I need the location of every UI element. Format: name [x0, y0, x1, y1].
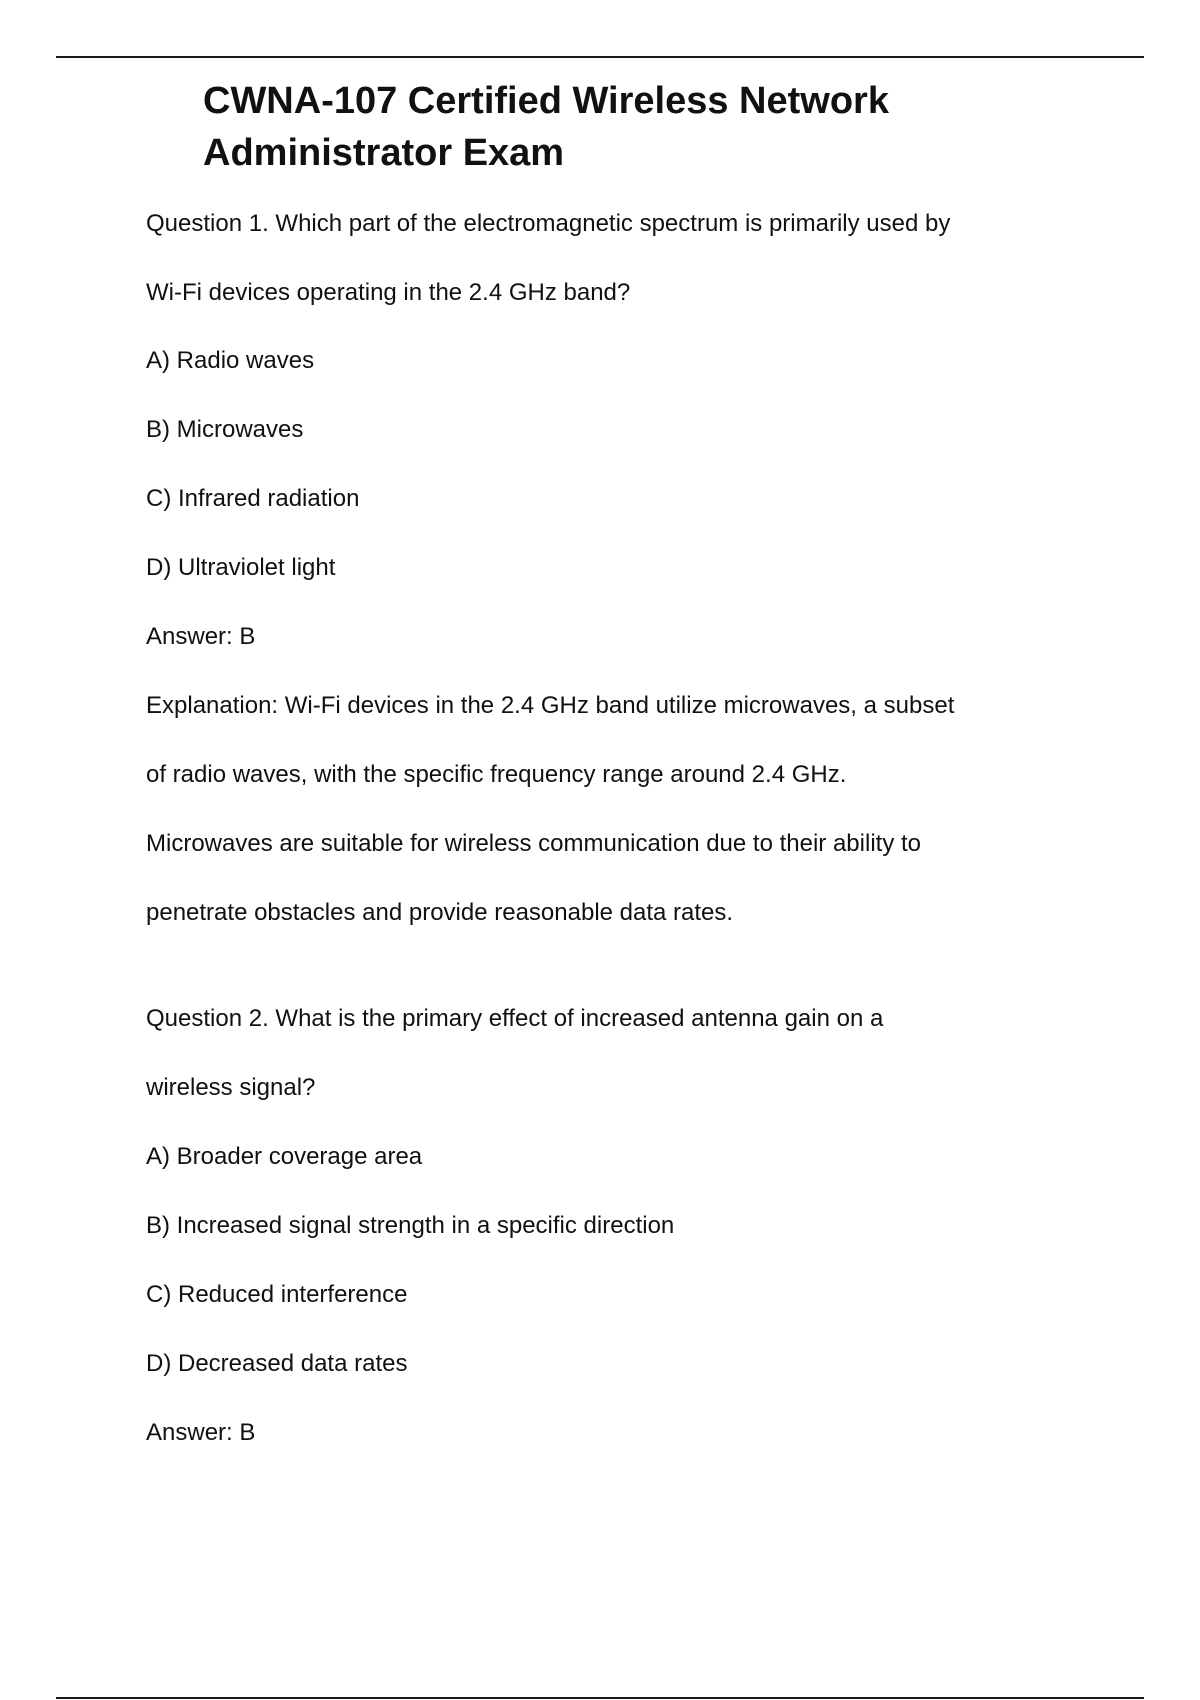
question-1-explanation-line-2: of radio waves, with the specific frequency range around 2.4 GHz. — [146, 761, 847, 788]
question-1-explanation-line-3: Microwaves are suitable for wireless communication due to their ability to — [146, 830, 921, 857]
question-2-option-c: C) Reduced interference — [146, 1281, 408, 1308]
question-1-option-c: C) Infrared radiation — [146, 485, 360, 512]
question-2-option-d: D) Decreased data rates — [146, 1350, 408, 1377]
question-1-option-d: D) Ultraviolet light — [146, 554, 336, 581]
title-line-1: CWNA-107 Certified Wireless Network — [203, 80, 889, 122]
page-title — [203, 75, 1023, 179]
question-1-text-line-1: Question 1. Which part of the electromagnetic spectrum is primarily used by — [146, 210, 951, 237]
question-2-option-b: B) Increased signal strength in a specific direction — [146, 1212, 675, 1239]
question-1-text-line-2: Wi-Fi devices operating in the 2.4 GHz band? — [146, 279, 631, 306]
question-2-text-line-2: wireless signal? — [146, 1074, 316, 1101]
question-1-explanation-line-1: Explanation: Wi-Fi devices in the 2.4 GHz band utilize microwaves, a subset — [146, 692, 955, 719]
question-1-option-b: B) Microwaves — [146, 416, 304, 443]
question-2-text-line-1: Question 2. What is the primary effect of increased antenna gain on a — [146, 1005, 884, 1032]
question-1-option-a: A) Radio waves — [146, 347, 315, 374]
question-1-answer: Answer: B — [146, 623, 256, 650]
question-2-option-a: A) Broader coverage area — [146, 1143, 423, 1170]
bottom-rule — [56, 1697, 1144, 1699]
title-line-2: Administrator Exam — [203, 132, 565, 174]
question-2-answer: Answer: B — [146, 1419, 256, 1446]
question-1-explanation-line-4: penetrate obstacles and provide reasonable data rates. — [146, 899, 734, 926]
top-rule — [56, 56, 1144, 58]
